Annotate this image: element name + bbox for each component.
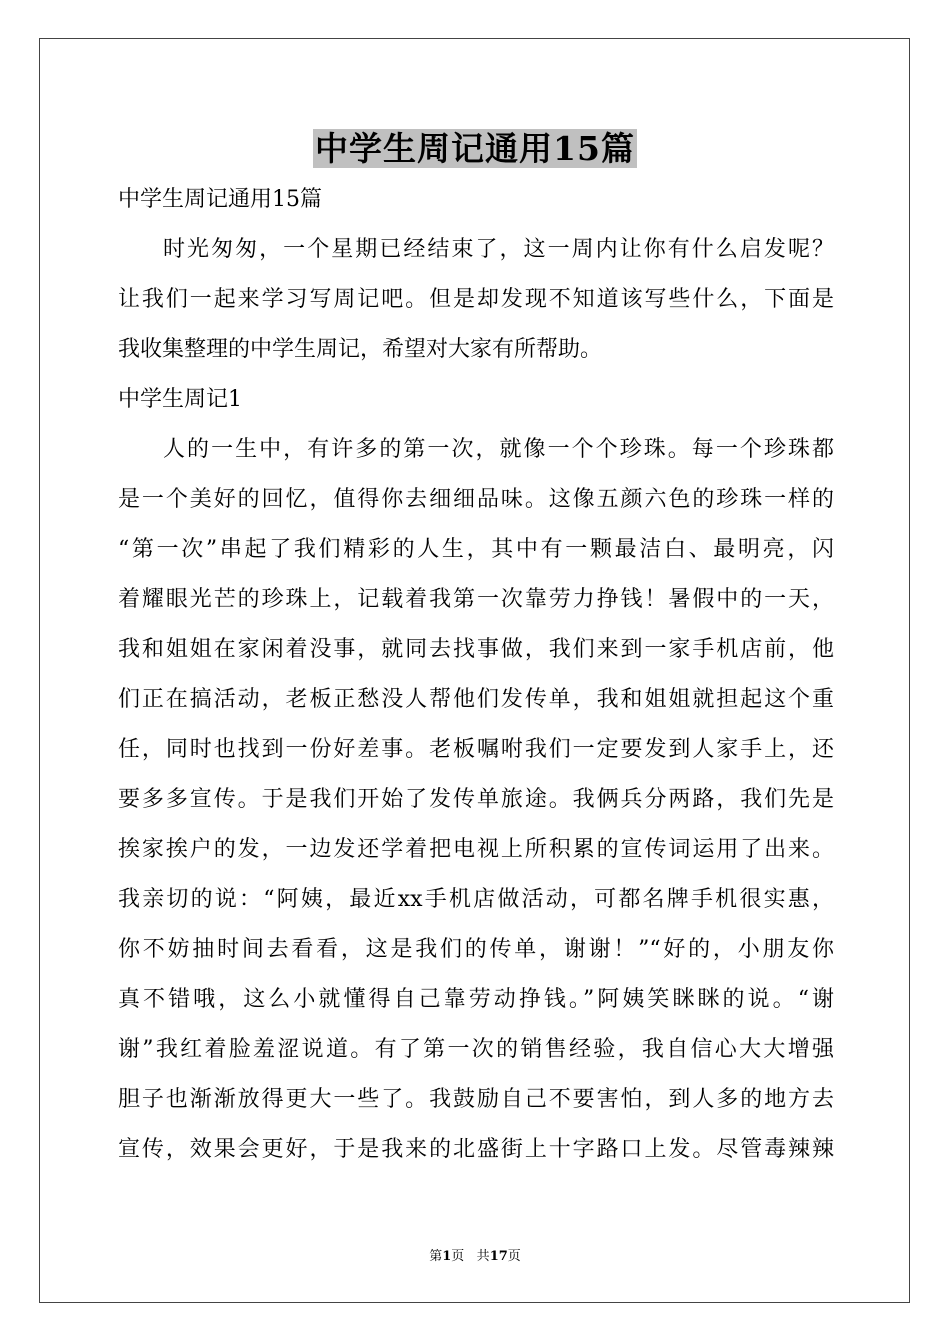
- body-line: 着耀眼光芒的珍珠上，记载着我第一次靠劳力挣钱！暑假中的一天，: [118, 587, 834, 612]
- intro-line: 时光匆匆，一个星期已经结束了，这一周内让你有什么启发呢？: [163, 237, 834, 262]
- body-line: 要多多宣传。于是我们开始了发传单旅途。我俩兵分两路，我们先是: [118, 787, 834, 812]
- body-line: 人的一生中，有许多的第一次，就像一个个珍珠。每一个珍珠都: [163, 437, 834, 462]
- body-line: 任，同时也找到一份好差事。老板嘱咐我们一定要发到人家手上，还: [118, 737, 834, 762]
- footer-prefix: 第: [429, 1249, 443, 1264]
- footer-total-unit: 页: [507, 1249, 521, 1264]
- body-line: 真不错哦，这么小就懂得自己靠劳动挣钱。”阿姨笑眯眯的说。“谢: [118, 987, 834, 1012]
- document-subtitle: 中学生周记通用15篇: [118, 187, 322, 212]
- document-body: [118, 175, 834, 1175]
- footer-total-pages: 17: [489, 1249, 508, 1264]
- page-footer: [0, 1247, 950, 1267]
- document-title-text: 中学生周记通用15篇: [315, 129, 635, 168]
- body-line: 我亲切的说：“阿姨，最近xx手机店做活动，可都名牌手机很实惠，: [118, 887, 834, 912]
- intro-line: 让我们一起来学习写周记吧。但是却发现不知道该写些什么，下面是: [118, 287, 834, 312]
- body-line: 我和姐姐在家闲着没事，就同去找事做，我们来到一家手机店前，他: [118, 637, 834, 662]
- body-line: 谢”我红着脸羞涩说道。有了第一次的销售经验，我自信心大大增强: [118, 1037, 834, 1062]
- body-line: 你不妨抽时间去看看，这是我们的传单，谢谢！”“好的，小朋友你: [118, 937, 834, 962]
- section-heading: 中学生周记1: [118, 387, 242, 412]
- body-line: 胆子也渐渐放得更大一些了。我鼓励自己不要害怕，到人多的地方去: [118, 1087, 834, 1112]
- document-title: [0, 124, 950, 174]
- body-line: “第一次”串起了我们精彩的人生，其中有一颗最洁白、最明亮，闪: [118, 537, 834, 562]
- body-line: 是一个美好的回忆，值得你去细细品味。这像五颜六色的珍珠一样的: [118, 487, 834, 512]
- body-line: 宣传，效果会更好，于是我来的北盛街上十字路口上发。尽管毒辣辣: [118, 1137, 834, 1162]
- footer-current-page: 1: [442, 1249, 452, 1264]
- body-line: 挨家挨户的发，一边发还学着把电视上所积累的宣传词运用了出来。: [118, 837, 834, 862]
- footer-total-prefix: 共: [476, 1249, 490, 1264]
- intro-line: 我收集整理的中学生周记，希望对大家有所帮助。: [118, 337, 603, 362]
- footer-page-unit: 页: [451, 1249, 465, 1264]
- body-line: 们正在搞活动，老板正愁没人帮他们发传单，我和姐姐就担起这个重: [118, 687, 834, 712]
